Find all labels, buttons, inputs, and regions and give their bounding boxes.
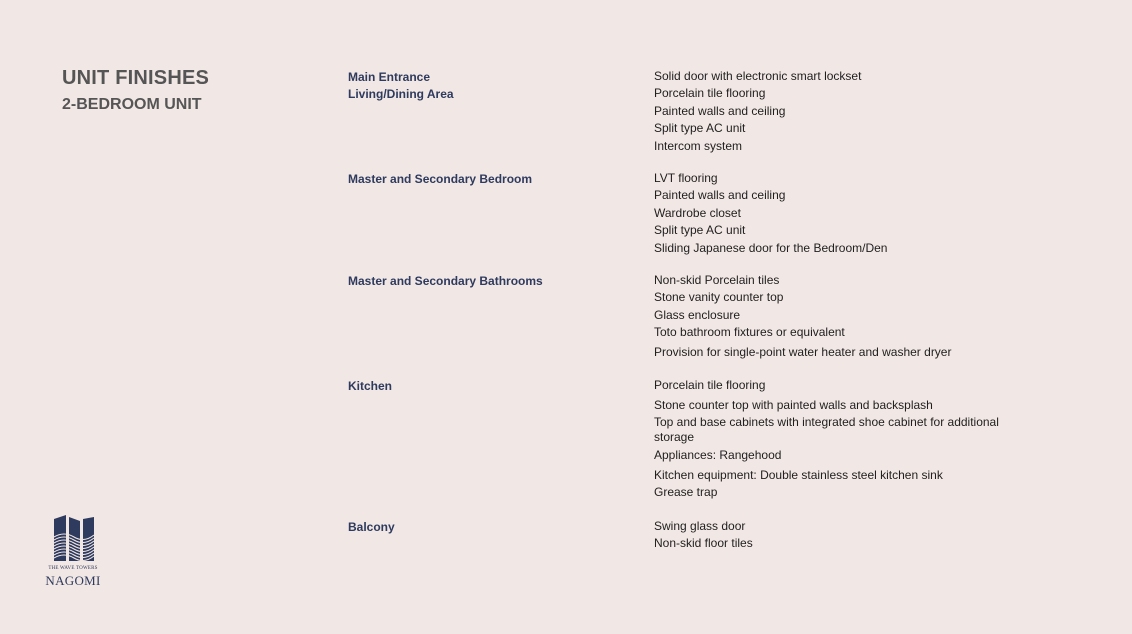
list-item: Intercom system	[654, 138, 743, 153]
list-item: Appliances: Rangehood	[654, 447, 782, 462]
list-item: Wardrobe closet	[654, 205, 741, 220]
section-label-main-entrance: Main Entrance	[348, 70, 431, 84]
finish-list	[654, 378, 1014, 503]
list-item: Painted walls and ceiling	[654, 103, 786, 118]
wave-towers-logo-icon	[52, 515, 96, 563]
list-item: Porcelain tile flooring	[654, 378, 766, 392]
list-item: Porcelain tile flooring	[654, 86, 766, 101]
page-subtitle: 2-BEDROOM UNIT	[62, 96, 202, 113]
section-labels	[348, 69, 638, 103]
list-item: Split type AC unit	[654, 121, 746, 136]
section-labels	[348, 378, 638, 395]
finish-list	[654, 273, 1014, 363]
list-item: Solid door with electronic smart lockset	[654, 69, 862, 83]
section-label-bathrooms: Master and Secondary Bathrooms	[348, 274, 543, 288]
list-item: Toto bathroom fixtures or equivalent	[654, 325, 845, 340]
section-label-kitchen: Kitchen	[348, 379, 393, 393]
finish-list	[654, 519, 1014, 554]
list-item: Non-skid floor tiles	[654, 536, 753, 551]
section-labels	[348, 273, 638, 290]
list-item: Stone vanity counter top	[654, 290, 784, 305]
section-labels	[348, 519, 638, 536]
list-item: LVT flooring	[654, 171, 718, 185]
list-item: Sliding Japanese door for the Bedroom/Den	[654, 240, 888, 255]
list-item: Painted walls and ceiling	[654, 188, 786, 203]
section-label-living-dining: Living/Dining Area	[348, 87, 454, 101]
list-item: Grease trap	[654, 485, 718, 500]
list-item: Kitchen equipment: Double stainless steel kitchen sink	[654, 467, 943, 482]
logo-name: NAGOMI	[45, 573, 101, 588]
list-item: Provision for single-point water heater and washer dryer	[654, 345, 952, 360]
section-label-balcony: Balcony	[348, 520, 395, 534]
list-item: Swing glass door	[654, 519, 746, 533]
brand-logo	[40, 515, 106, 591]
logo-tagline: THE WAVE TOWERS	[48, 566, 98, 571]
section-label-bedroom: Master and Secondary Bedroom	[348, 172, 533, 186]
finish-list	[654, 69, 1014, 156]
list-item: Non-skid Porcelain tiles	[654, 273, 780, 287]
section-labels	[348, 171, 638, 188]
list-item: Glass enclosure	[654, 307, 741, 322]
page-title: UNIT FINISHES	[62, 67, 210, 89]
finish-list	[654, 171, 1014, 258]
list-item: Stone counter top with painted walls and backsplash	[654, 398, 933, 412]
list-item: Top and base cabinets with integrated shoe cabinet for additional storage	[654, 415, 999, 445]
list-item: Split type AC unit	[654, 223, 746, 238]
